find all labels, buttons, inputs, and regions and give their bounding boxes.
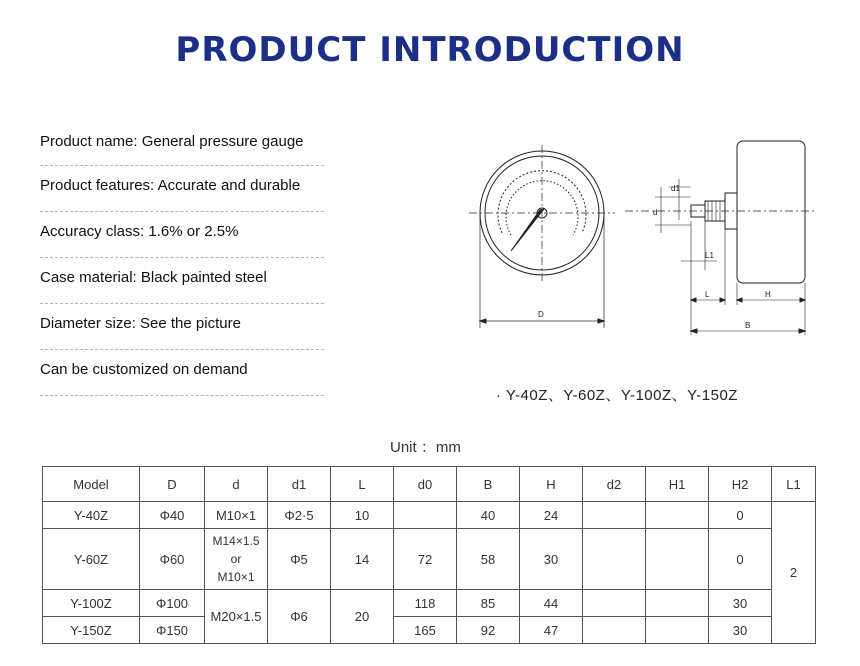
column-header: L1 (772, 467, 816, 502)
spec-label: Can be customized on demand (40, 361, 248, 378)
cell-D: Φ60 (140, 529, 205, 590)
column-header: d2 (583, 467, 646, 502)
cell-H: 30 (520, 529, 583, 590)
cell-d-line: M10×1 (217, 570, 255, 584)
label-D: D (538, 310, 544, 319)
column-header: d0 (394, 467, 457, 502)
cell-d-line: or (230, 552, 242, 566)
cell-model: Y-60Z (43, 529, 140, 590)
cell-model: Y-100Z (43, 590, 140, 617)
spec-case-material (40, 258, 324, 304)
gauge-pointer (511, 209, 544, 251)
label-L1: L1 (705, 251, 714, 260)
cell-d0 (394, 502, 457, 529)
side-case (737, 141, 805, 283)
cell-d2 (583, 502, 646, 529)
cell-d: M10×1 (205, 502, 268, 529)
cell-d1-merged: Φ6 (268, 590, 331, 644)
cell-B: 85 (457, 590, 520, 617)
label-H: H (765, 290, 771, 299)
cell-D: Φ100 (140, 590, 205, 617)
spec-customization (40, 350, 324, 396)
table-row (43, 590, 816, 617)
cell-model: Y-40Z (43, 502, 140, 529)
label-L: L (705, 290, 710, 299)
column-header: D (140, 467, 205, 502)
cell-d0: 118 (394, 590, 457, 617)
cell-H1 (646, 590, 709, 617)
cell-H2: 0 (709, 502, 772, 529)
cell-d-line: M14×1.5 (212, 534, 260, 548)
spec-value: See the picture (140, 315, 241, 332)
cell-d0: 165 (394, 617, 457, 644)
spec-label: Product features: (40, 177, 155, 194)
unit-label: Unit ：mm (390, 439, 461, 456)
column-header: d (205, 467, 268, 502)
table-row (43, 529, 816, 590)
cell-H2: 30 (709, 617, 772, 644)
page-title: PRODUCT INTRODUCTION (175, 30, 685, 70)
column-header: d1 (268, 467, 331, 502)
spec-value: General pressure gauge (141, 133, 304, 150)
spec-accuracy-class (40, 212, 324, 258)
cell-model: Y-150Z (43, 617, 140, 644)
cell-D: Φ40 (140, 502, 205, 529)
cell-d (205, 529, 268, 590)
cell-d1: Φ2·5 (268, 502, 331, 529)
cell-H2: 0 (709, 529, 772, 590)
spec-label: Product name: (40, 133, 138, 150)
spec-diameter-size (40, 304, 324, 350)
cell-H: 24 (520, 502, 583, 529)
table-header-row (43, 467, 816, 502)
spec-label: Diameter size: (40, 315, 136, 332)
column-header: Model (43, 467, 140, 502)
cell-B: 58 (457, 529, 520, 590)
label-d1: d1 (671, 184, 680, 193)
table-row (43, 617, 816, 644)
spec-product-features (40, 166, 324, 212)
cell-L: 14 (331, 529, 394, 590)
cell-L: 10 (331, 502, 394, 529)
cell-H2: 30 (709, 590, 772, 617)
cell-L1-merged: 2 (772, 502, 816, 644)
cell-H: 47 (520, 617, 583, 644)
spec-product-name (40, 122, 324, 166)
cell-d-merged: M20×1.5 (205, 590, 268, 644)
column-header: H1 (646, 467, 709, 502)
cell-B: 40 (457, 502, 520, 529)
cell-H1 (646, 502, 709, 529)
spec-list (40, 122, 324, 396)
spec-value: Black painted steel (140, 269, 267, 286)
cell-H: 44 (520, 590, 583, 617)
table-row (43, 502, 816, 529)
cell-B: 92 (457, 617, 520, 644)
column-header: H2 (709, 467, 772, 502)
column-header: H (520, 467, 583, 502)
spec-label: Case material: (40, 269, 137, 286)
spec-value: 1.6% or 2.5% (148, 223, 239, 240)
cell-D: Φ150 (140, 617, 205, 644)
model-list: · Y-40Z、Y-60Z、Y-100Z、Y-150Z (496, 387, 738, 404)
cell-L-merged: 20 (331, 590, 394, 644)
column-header: L (331, 467, 394, 502)
column-header: B (457, 467, 520, 502)
cell-d1: Φ5 (268, 529, 331, 590)
spec-label: Accuracy class: (40, 223, 145, 240)
dimension-table (42, 466, 816, 644)
cell-d2 (583, 529, 646, 590)
cell-H1 (646, 529, 709, 590)
spec-value: Accurate and durable (157, 177, 301, 194)
label-d: d (653, 208, 658, 217)
cell-d0: 72 (394, 529, 457, 590)
gauge-technical-drawing (455, 125, 825, 347)
label-B: B (745, 321, 751, 330)
cell-d2 (583, 617, 646, 644)
cell-H1 (646, 617, 709, 644)
cell-d2 (583, 590, 646, 617)
